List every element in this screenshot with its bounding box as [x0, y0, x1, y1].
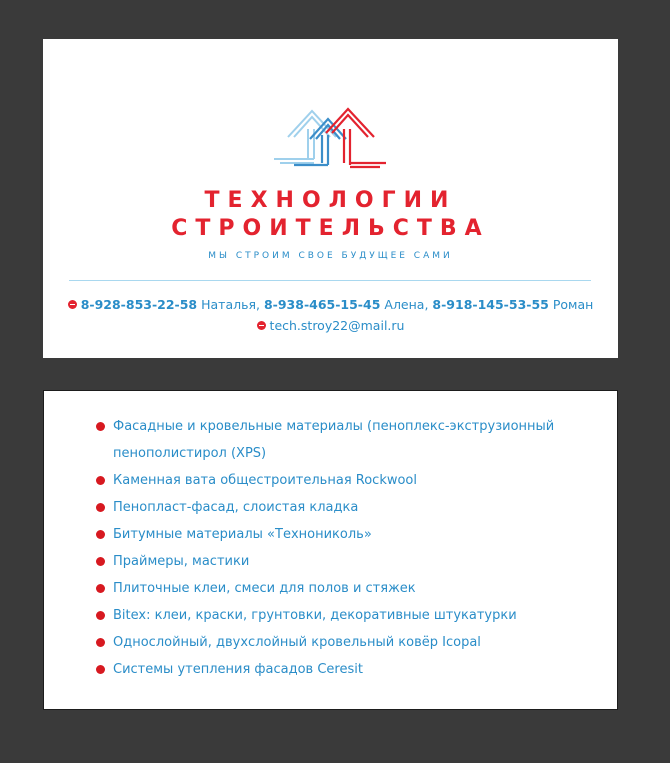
services-list: [94, 413, 604, 683]
business-card-front: [43, 39, 618, 358]
service-text: Битумные материалы «Технониколь»: [113, 527, 372, 542]
email-contact: [43, 318, 618, 333]
bullet-icon: [96, 557, 105, 566]
house-logo-icon: [274, 107, 389, 169]
service-text: Однослойный, двухслойный кровельный ковёр Icopal: [113, 635, 481, 650]
slogan: МЫ СТРОИМ СВОЕ БУДУЩЕЕ САМИ: [208, 251, 453, 261]
company-name-line2: СТРОИТЕЛЬСТВА: [171, 216, 490, 241]
list-item: [94, 467, 604, 494]
service-text: Bitex: клеи, краски, грунтовки, декоративные штукатурки: [113, 608, 517, 623]
service-text: Пенопласт-фасад, слоистая кладка: [113, 500, 359, 515]
phone-icon: [68, 300, 77, 309]
list-item: [94, 413, 604, 467]
contact-name: Роман: [552, 297, 594, 312]
bullet-icon: [96, 422, 105, 431]
service-text: Плиточные клеи, смеси для полов и стяжек: [113, 581, 416, 596]
list-item: [94, 494, 604, 521]
bullet-icon: [96, 584, 105, 593]
list-item: [94, 656, 604, 683]
bullet-icon: [96, 476, 105, 485]
bullet-icon: [96, 665, 105, 674]
phone-number[interactable]: 8-928-853-22-58: [80, 297, 198, 312]
list-item: [94, 521, 604, 548]
service-text: Фасадные и кровельные материалы (пеноплекс-экструзионный пенополистирол (XPS): [113, 419, 555, 461]
contact-name: Алена,: [384, 297, 429, 312]
business-card-back: [43, 390, 618, 710]
phone-contacts: [43, 297, 618, 312]
list-item: [94, 575, 604, 602]
bullet-icon: [96, 611, 105, 620]
bullet-icon: [96, 638, 105, 647]
service-text: Каменная вата общестроительная Rockwool: [113, 473, 417, 488]
phone-number[interactable]: 8-938-465-15-45: [263, 297, 381, 312]
contact-name: Наталья,: [201, 297, 260, 312]
service-text: Системы утепления фасадов Ceresit: [113, 662, 363, 677]
email-address[interactable]: tech.stroy22@mail.ru: [269, 318, 405, 333]
company-name-line1: ТЕХНОЛОГИИ: [204, 188, 457, 213]
email-icon: [257, 321, 266, 330]
divider: [69, 280, 591, 281]
list-item: [94, 548, 604, 575]
list-item: [94, 629, 604, 656]
list-item: [94, 602, 604, 629]
service-text: Праймеры, мастики: [113, 554, 250, 569]
bullet-icon: [96, 530, 105, 539]
bullet-icon: [96, 503, 105, 512]
phone-number[interactable]: 8-918-145-53-55: [432, 297, 549, 312]
